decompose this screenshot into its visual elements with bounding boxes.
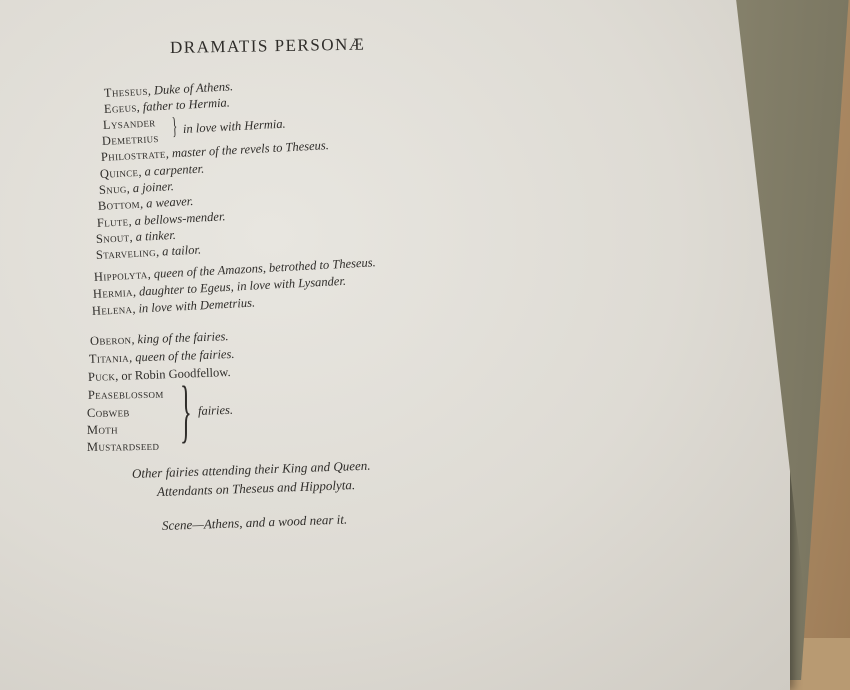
character-name: Hippolyta: [93, 267, 148, 284]
character-name: Oberon: [89, 332, 132, 348]
character-demetrius: [102, 131, 159, 149]
character-desc: , father to Hermia.: [136, 95, 231, 115]
character-name: Flute: [96, 214, 129, 230]
character-desc: , queen of the fairies.: [128, 346, 235, 365]
character-peaseblossom: [88, 387, 164, 403]
character-name: Titania: [88, 350, 130, 366]
character-name: Moth: [86, 422, 118, 437]
character-cobweb: [87, 405, 130, 421]
character-oberon: [90, 329, 229, 349]
character-desc: , king of the fairies.: [131, 329, 229, 347]
character-puck: [88, 365, 231, 385]
page-heading: DRAMATIS PERSONÆ: [169, 34, 366, 57]
character-name: Quince: [99, 165, 139, 181]
character-name: Egeus: [103, 100, 137, 116]
character-titania: [89, 347, 235, 367]
character-name: Mustardseed: [86, 438, 160, 454]
character-name: Snug: [98, 181, 127, 197]
character-desc: , in love with Demetrius.: [131, 295, 256, 316]
character-desc: , or Robin Goodfellow.: [114, 365, 231, 384]
character-moth: [87, 422, 118, 438]
character-name: Helena: [91, 301, 133, 318]
lovers-description: in love with Hermia.: [182, 116, 286, 136]
character-lysander: [103, 115, 156, 133]
brace-fairies: }: [180, 373, 192, 450]
character-desc: , master of the revels to Theseus.: [165, 138, 330, 161]
character-desc: , queen of the Amazons, betrothed to Theseus.: [147, 255, 377, 282]
character-name: Demetrius: [101, 131, 159, 148]
character-desc: , a tailor.: [155, 242, 202, 259]
character-desc: , Duke of Athens.: [147, 79, 234, 98]
character-name: Theseus: [103, 83, 149, 100]
character-name: Hermia: [92, 284, 134, 301]
scene-line: Scene—Athens, and a wood near it.: [161, 511, 348, 533]
character-desc: , a joiner.: [126, 179, 175, 196]
character-name: Philostrate: [100, 146, 167, 164]
character-name: Snout: [95, 230, 130, 246]
character-quince: [100, 162, 205, 182]
character-name: Starveling: [95, 244, 157, 262]
character-desc: , a carpenter.: [137, 161, 205, 179]
character-desc: , daughter to Egeus, in love with Lysander.: [132, 273, 347, 299]
character-name: Bottom: [97, 196, 141, 213]
character-mustardseed: [87, 439, 159, 455]
character-name: Peaseblossom: [87, 386, 164, 402]
attendants-line-1: Other fairies attending their King and Queen.: [131, 457, 371, 481]
character-desc: , a bellows-mender.: [128, 209, 226, 229]
character-name: Lysander: [102, 115, 156, 132]
character-desc: , a tinker.: [129, 227, 177, 245]
attendants-line-2: Attendants on Theseus and Hippolyta.: [156, 477, 356, 499]
brace-lovers: }: [171, 113, 178, 140]
character-desc: , a weaver.: [139, 194, 194, 211]
character-name: Puck: [87, 369, 116, 384]
character-name: Cobweb: [86, 405, 130, 420]
fairies-description: fairies.: [197, 402, 234, 418]
